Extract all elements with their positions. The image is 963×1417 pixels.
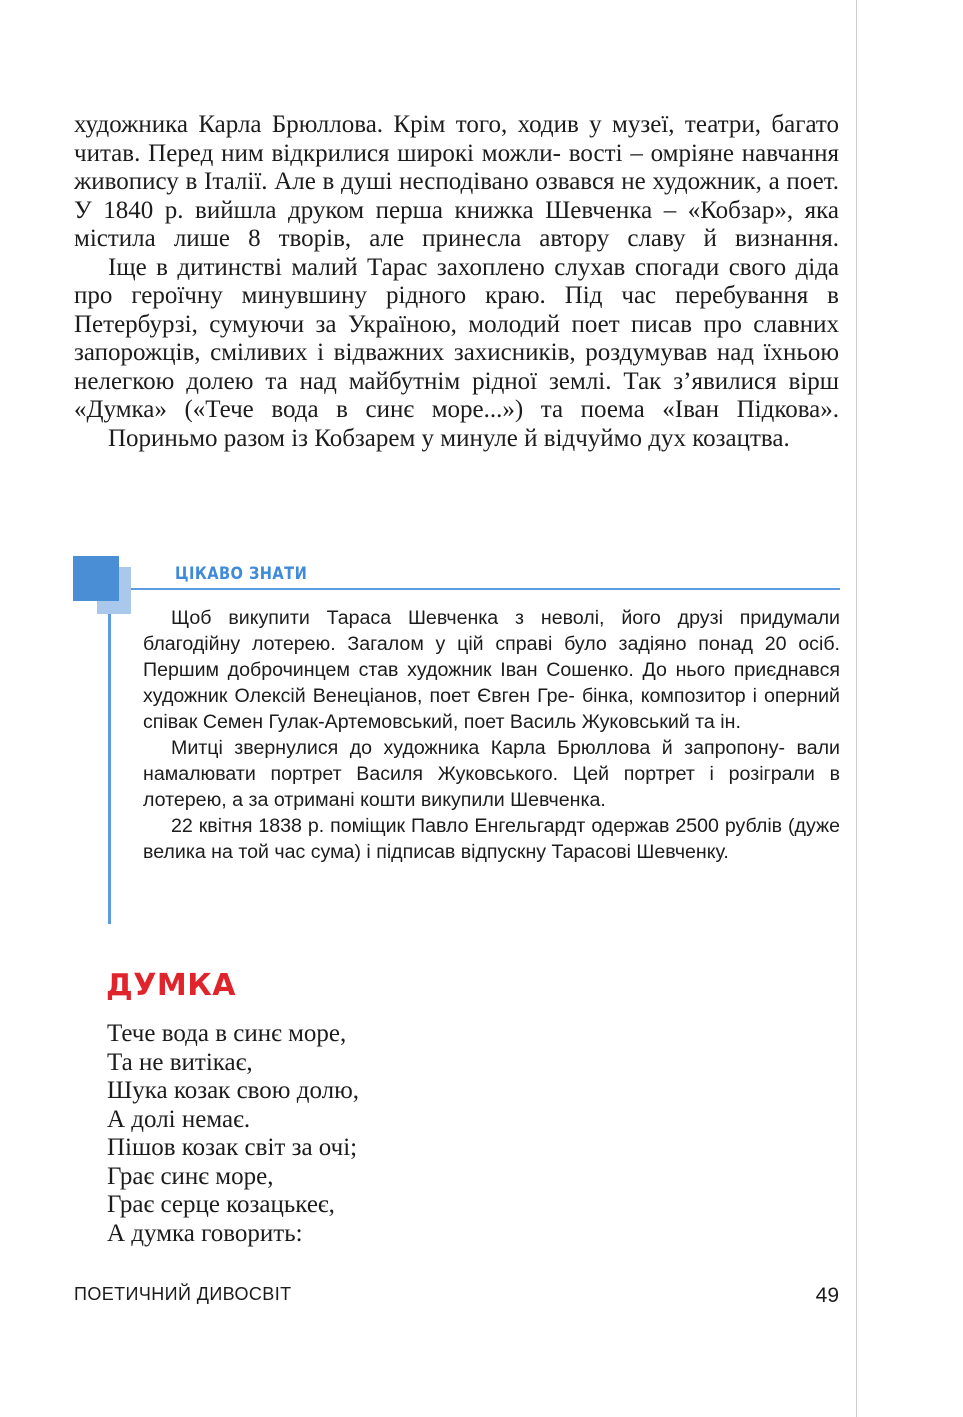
poem-title: ДУМКА xyxy=(106,968,236,1003)
box-paragraph: Митці звернулися до художника Карла Брюллова й запропону- вали намалювати портрет Василя Жуковського. Цей портрет і розіграли в лотерею, а за отримані кошти викупили Шевченка. xyxy=(143,737,840,811)
interesting-facts-box xyxy=(73,556,840,926)
box-body xyxy=(143,605,840,865)
poem-line: Грає серце козацькеє, xyxy=(107,1191,335,1218)
footer-section-title: ПОЕТИЧНИЙ ДИВОСВІТ xyxy=(74,1284,292,1304)
page-number: 49 xyxy=(815,1284,839,1307)
main-text xyxy=(74,111,839,453)
poem-line: Та не витікає, xyxy=(107,1048,253,1076)
paragraph: Іще в дитинстві малий Тарас захоплено слухав спогади свого діда про героїчну минувшину рідного краю. Під час перебування в Петербурзі, сумуючи за Україною, молодий поет писав про славних запорожців, сміливих і відважних захисників, роздумував над їхньою нелегкою долею та над майбутнім рідної землі. Так з’явилися вірш «Думка» («Тече вода в синє море...») та поема «Іван Підкова». xyxy=(74,253,840,423)
box-title: ЦІКАВО ЗНАТИ xyxy=(175,564,308,584)
poem-line: Тече вода в синє море, xyxy=(107,1020,347,1047)
box-paragraph: Щоб викупити Тараса Шевченка з неволі, його друзі придумали благодійну лотерею. Загалом у цій справі було задіяно понад 20 осіб. Першим доброчинцем став художник Іван Сошенко. До нього приєднався художник Олексій Венеціанов, поет Євген Гре- бінка, композитор і оперний співак Семен Гулак-Артемовський, поет Василь Жуковський та ін. xyxy=(143,607,840,733)
box-title-underline xyxy=(131,588,840,590)
page-edge-line xyxy=(856,0,857,1417)
box-marker-square-icon xyxy=(73,556,119,601)
box-paragraph: 22 квітня 1838 р. поміщик Павло Енгельгардт одержав 2500 рублів (дуже велика на той час сума) і підписав відпускну Тарасові Шевченку. xyxy=(143,815,840,863)
poem-line: Шука козак свою долю, xyxy=(107,1077,360,1104)
poem xyxy=(107,1020,359,1248)
poem-line: Пішов козак світ за очі; xyxy=(107,1134,358,1161)
paragraph: Пориньмо разом із Кобзарем у минуле й відчуймо дух козацтва. xyxy=(108,424,790,452)
poem-line: А думка говорить: xyxy=(107,1219,303,1247)
box-side-line xyxy=(108,614,111,924)
paragraph: художника Карла Брюллова. Крім того, ходив у музеї, театри, багато читав. Перед ним відкрилися широкі можли- вості – омріяне навчання живопису в Італії. Але в душі несподівано озвався не художник, а поет. У 1840 р. вийшла друком перша книжка Шевченка – «Кобзар», яка містила лише 8 творів, але принесла автору славу й визнання. xyxy=(74,111,840,252)
poem-line: А долі немає. xyxy=(107,1105,251,1133)
poem-line: Грає синє море, xyxy=(107,1162,274,1190)
